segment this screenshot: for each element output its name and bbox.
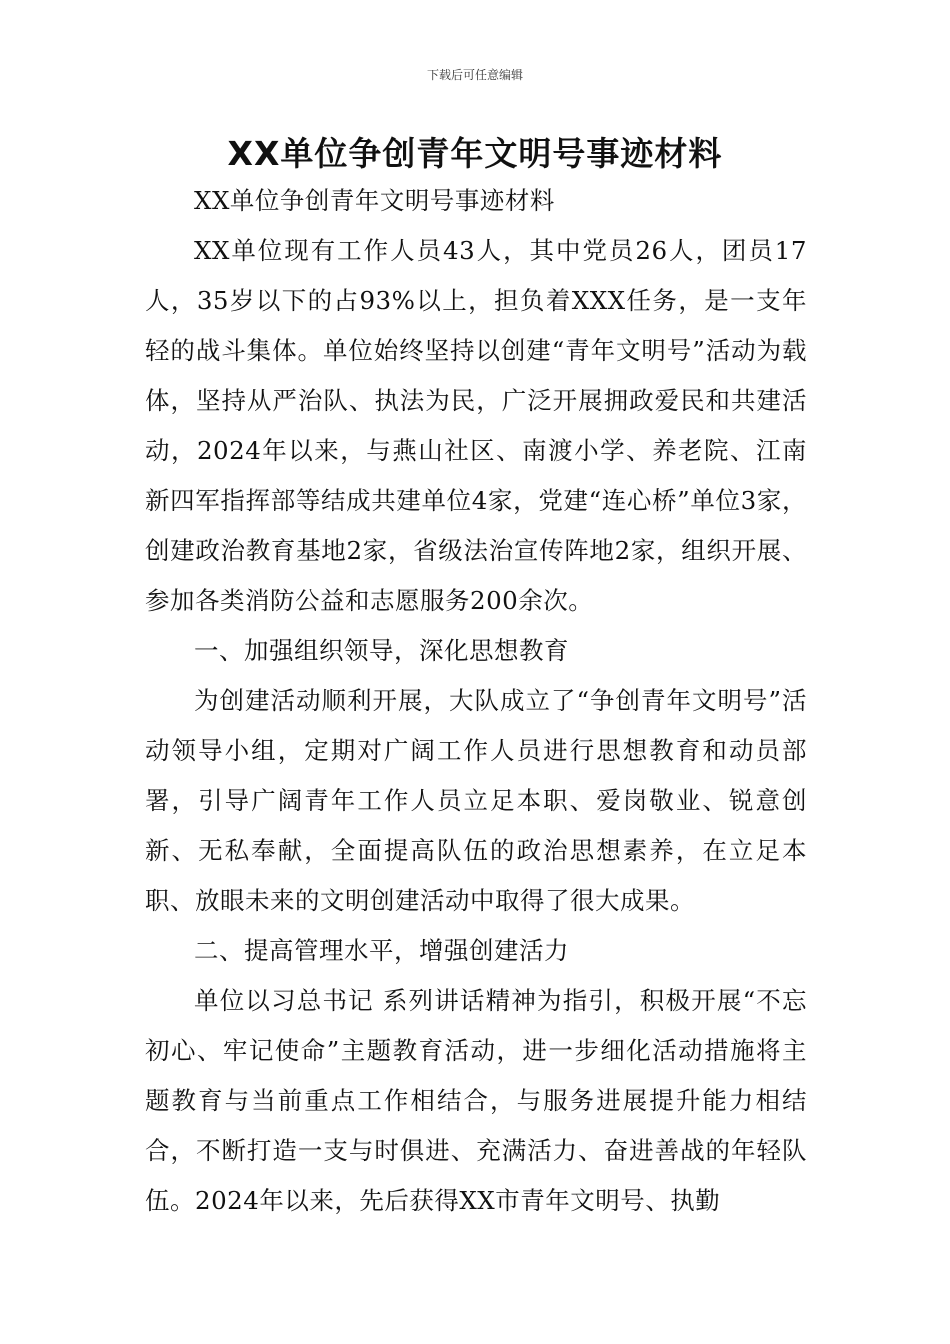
document-body	[145, 176, 807, 1226]
header-note: 下载后可任意编辑	[426, 68, 523, 82]
section-paragraph-2: 单位以习总书记 系列讲话精神为指引，积极开展“不忘初心、牢记使命”主题教育活动，进一步细化活动措施将主题教育与当前重点工作相结合，与服务进展提升能力相结合，不断打造一支与时俱进、充满活力、奋进善战的年轻队伍。2024年以来，先后获得XX市青年文明号、执勤	[145, 986, 807, 1215]
document-title: XX单位争创青年文明号事迹材料	[227, 134, 723, 173]
section-heading-2: 二、提高管理水平，增强创建活力	[194, 936, 569, 965]
intro-paragraph: XX单位现有工作人员43人，其中党员26人，团员17人，35岁以下的占93%以上，担负着XXX任务，是一支年轻的战斗集体。单位始终坚持以创建“青年文明号”活动为载体，坚持从严治队、执法为民，广泛开展拥政爱民和共建活动，2024年以来，与燕山社区、南渡小学、养老院、江南新四军指挥部等结成共建单位4家，党建“连心桥”单位3家，创建政治教育基地2家，省级法治宣传阵地2家，组织开展、参加各类消防公益和志愿服务200余次。	[145, 236, 807, 615]
subtitle-paragraph: XX单位争创青年文明号事迹材料	[194, 186, 555, 215]
section-heading-1: 一、加强组织领导，深化思想教育	[194, 636, 569, 665]
section-paragraph-1: 为创建活动顺利开展，大队成立了“争创青年文明号”活动领导小组，定期对广阔工作人员进行思想教育和动员部署，引导广阔青年工作人员立足本职、爱岗敬业、锐意创新、无私奉献，全面提高队伍的政治思想素养，在立足本职、放眼未来的文明创建活动中取得了很大成果。	[145, 686, 807, 915]
